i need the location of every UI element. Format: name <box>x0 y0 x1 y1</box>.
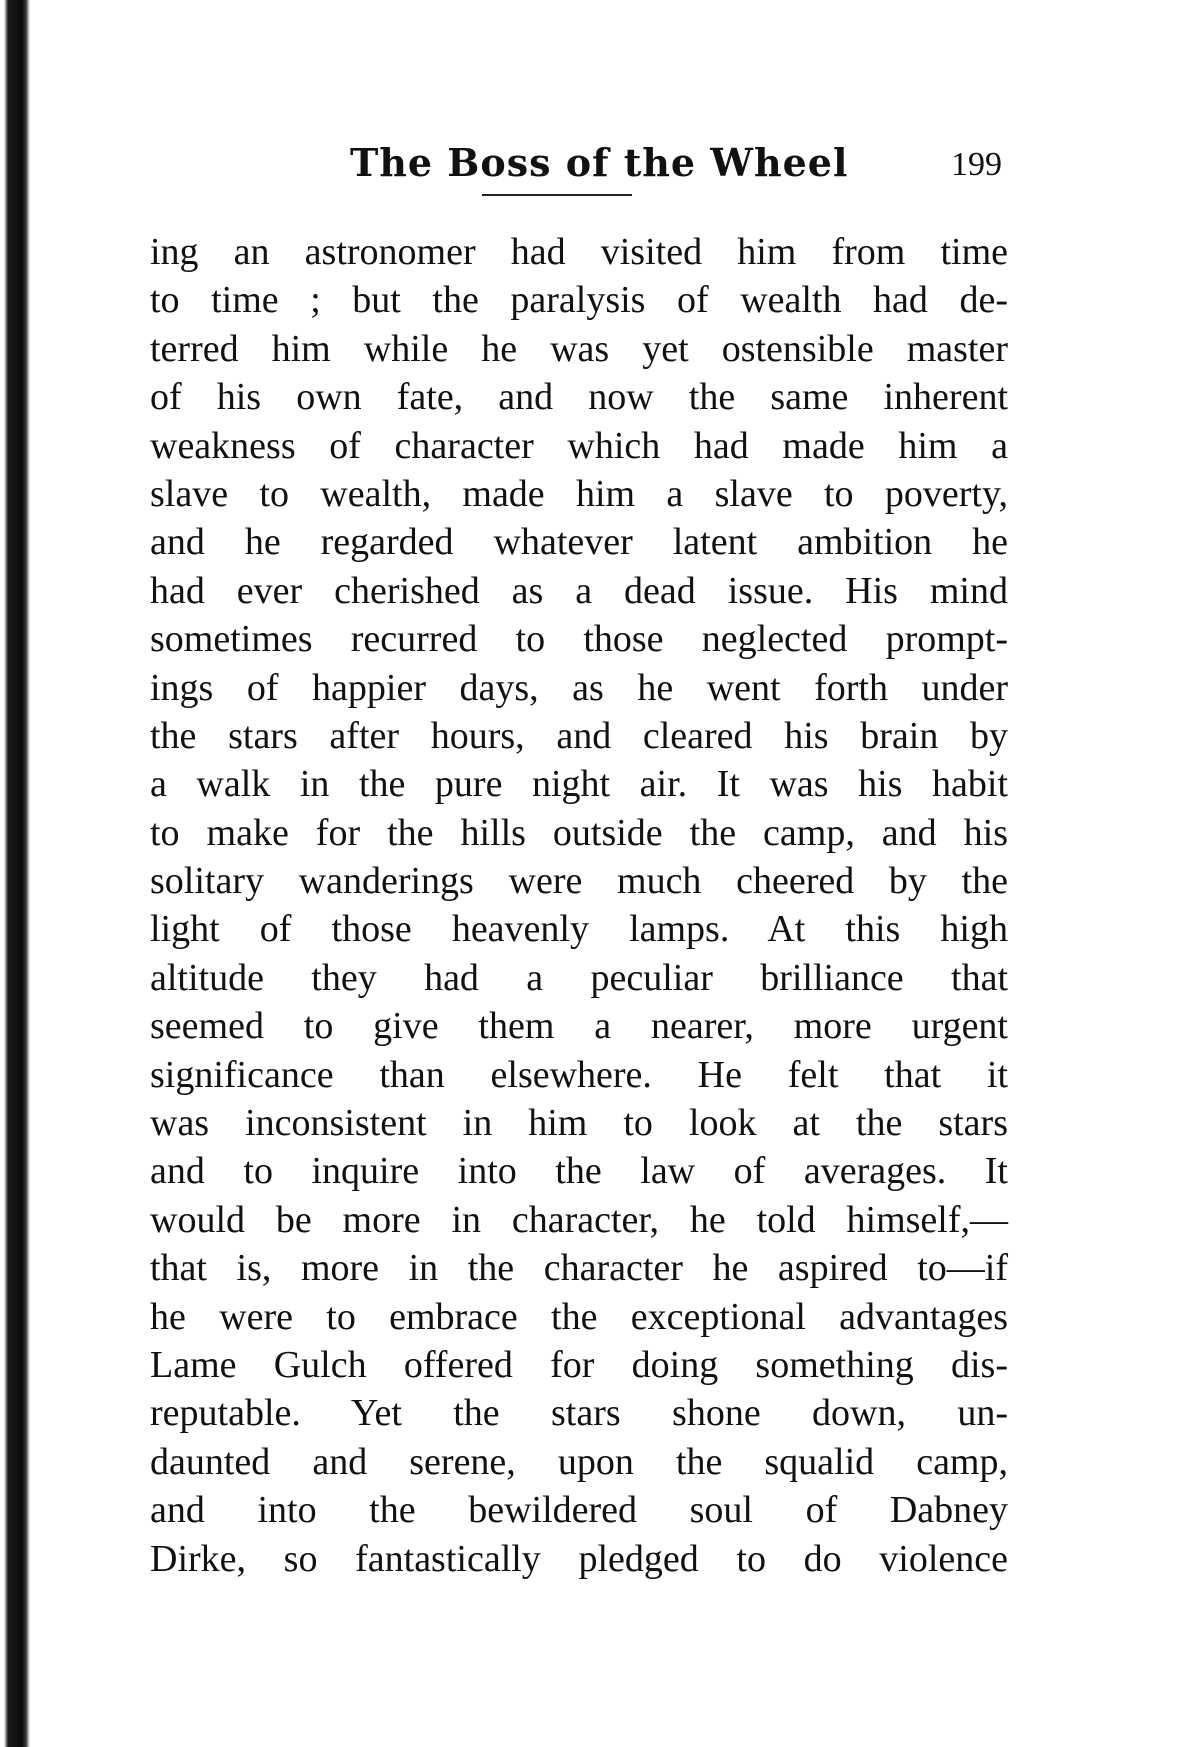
text-line: and he regarded whatever latent ambition he <box>150 521 1008 564</box>
text-line: light of those heavenly lamps. At this high <box>150 908 1008 951</box>
text-line: solitary wanderings were much cheered by the <box>150 860 1008 903</box>
text-line: Lame Gulch offered for doing something dis- <box>150 1343 1008 1386</box>
text-line: to time ; but the paralysis of wealth had de- <box>150 279 1008 322</box>
text-line: that is, more in the character he aspired to—if <box>150 1247 1008 1290</box>
text-line: significance than elsewhere. He felt that it <box>150 1053 1008 1096</box>
text-line: and into the bewildered soul of Dabney <box>150 1489 1008 1532</box>
text-line: daunted and serene, upon the squalid camp, <box>150 1440 1008 1483</box>
text-line: terred him while he was yet ostensible master <box>150 327 1008 370</box>
page-number: 199 <box>951 146 1002 183</box>
text-line: sometimes recurred to those neglected prompt- <box>150 618 1008 661</box>
text-line: seemed to give them a nearer, more urgent <box>150 1005 1008 1048</box>
text-line: slave to wealth, made him a slave to poverty, <box>150 472 1008 515</box>
text-line: the stars after hours, and cleared his brain by <box>150 714 1008 757</box>
text-line: and to inquire into the law of averages. It <box>150 1150 1008 1193</box>
book-binding-edge <box>0 0 30 1747</box>
text-line: he were to embrace the exceptional advantages <box>150 1295 1008 1338</box>
text-line: would be more in character, he told himself,— <box>150 1198 1008 1241</box>
running-title: The Boss of the Wheel <box>350 140 849 185</box>
text-line: ing an astronomer had visited him from time <box>150 231 1008 273</box>
text-line: of his own fate, and now the same inherent <box>150 376 1008 419</box>
text-line: to make for the hills outside the camp, and his <box>150 811 1008 854</box>
text-line: altitude they had a peculiar brilliance that <box>150 956 1008 999</box>
text-line: a walk in the pure night air. It was his habit <box>150 763 1008 806</box>
text-line: ings of happier days, as he went forth under <box>150 666 1008 709</box>
page-header <box>150 140 1008 200</box>
body-text <box>150 228 1008 1583</box>
text-line: reputable. Yet the stars shone down, un- <box>150 1392 1008 1435</box>
text-line: was inconsistent in him to look at the stars <box>150 1102 1008 1145</box>
text-line: had ever cherished as a dead issue. His mind <box>150 569 1008 612</box>
header-rule <box>482 194 632 196</box>
text-line: weakness of character which had made him a <box>150 424 1008 467</box>
text-line: Dirke, so fantastically pledged to do violence <box>150 1537 1008 1580</box>
